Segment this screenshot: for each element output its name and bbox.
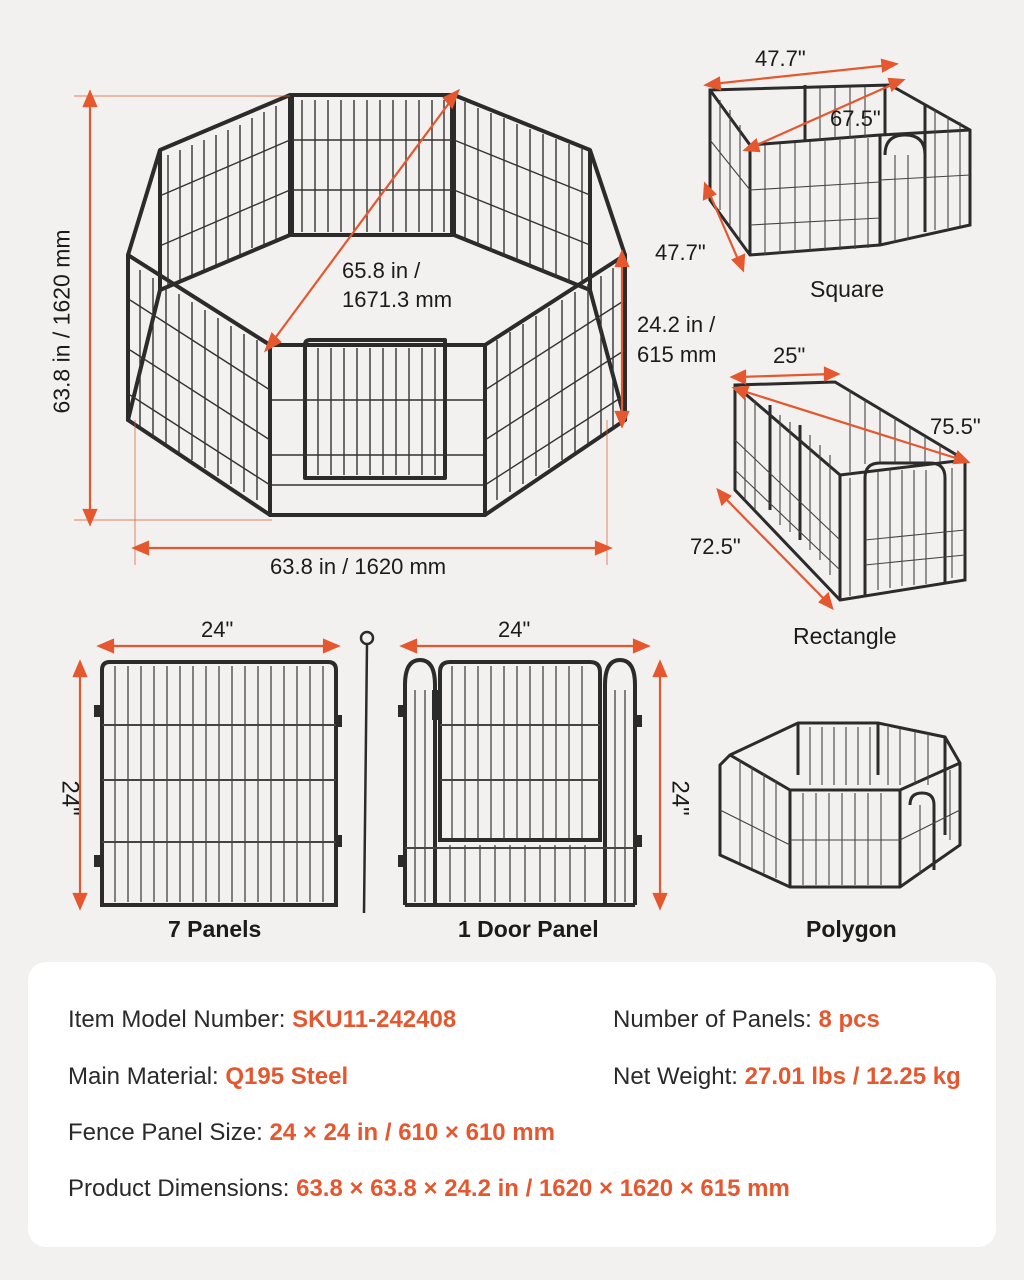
door-panel-width-label: 24" [498, 617, 531, 642]
rectangle-side-label: 72.5" [690, 534, 741, 559]
spec-weight-row [613, 1063, 961, 1091]
rectangle-diagonal-label: 75.5" [930, 414, 981, 439]
panel-height-label: 24" [56, 780, 84, 816]
main-panel-height-line1: 24.2 in / [637, 312, 716, 337]
spec-panels-value: 8 pcs [818, 1006, 880, 1033]
spec-panel-size-label: Fence Panel Size: [68, 1119, 263, 1146]
ground-stake-illustration [352, 628, 382, 918]
panel-caption: 7 Panels [168, 916, 262, 942]
specifications-card [28, 962, 996, 1247]
spec-dimensions-row [68, 1175, 790, 1203]
door-panel-caption: 1 Door Panel [458, 916, 599, 942]
panel-illustration [70, 630, 370, 920]
main-diagonal-label-line2: 1671.3 mm [342, 287, 453, 312]
spec-model-row [68, 1006, 456, 1034]
rectangle-top-label: 25" [773, 343, 806, 368]
spec-panels-label: Number of Panels: [613, 1006, 812, 1033]
spec-model-value: SKU11-242408 [292, 1006, 457, 1033]
spec-material-label: Main Material: [68, 1063, 219, 1090]
polygon-caption: Polygon [806, 916, 897, 942]
spec-panel-size-row [68, 1119, 555, 1147]
square-top-label: 47.7" [755, 46, 806, 71]
panel-width-label: 24" [201, 617, 234, 642]
main-width-label: 63.8 in / 1620 mm [270, 554, 447, 579]
main-panel-height-line2: 615 mm [637, 342, 717, 367]
square-pen-illustration [690, 60, 990, 280]
spec-panels-row [613, 1006, 880, 1034]
square-side-label: 47.7" [655, 240, 706, 265]
spec-dimensions-value: 63.8 × 63.8 × 24.2 in / 1620 × 1620 × 615 mm [296, 1175, 790, 1202]
spec-weight-label: Net Weight: [613, 1063, 738, 1090]
spec-panel-size-value: 24 × 24 in / 610 × 610 mm [269, 1119, 555, 1146]
polygon-pen-illustration [710, 715, 970, 895]
spec-model-label: Item Model Number: [68, 1006, 286, 1033]
spec-material-value: Q195 Steel [225, 1063, 349, 1090]
spec-material-row [68, 1063, 348, 1091]
door-panel-height-label: 24" [666, 780, 694, 816]
door-panel-illustration [390, 630, 690, 920]
main-height-label: 63.8 in / 1620 mm [48, 229, 75, 414]
spec-weight-value: 27.01 lbs / 12.25 kg [744, 1063, 961, 1090]
rectangle-pen-illustration [690, 360, 990, 610]
square-caption: Square [810, 276, 885, 302]
square-diagonal-label: 67.5" [830, 106, 881, 131]
rectangle-caption: Rectangle [793, 623, 897, 649]
spec-dimensions-label: Product Dimensions: [68, 1175, 290, 1202]
main-diagonal-label-line1: 65.8 in / [342, 258, 421, 283]
